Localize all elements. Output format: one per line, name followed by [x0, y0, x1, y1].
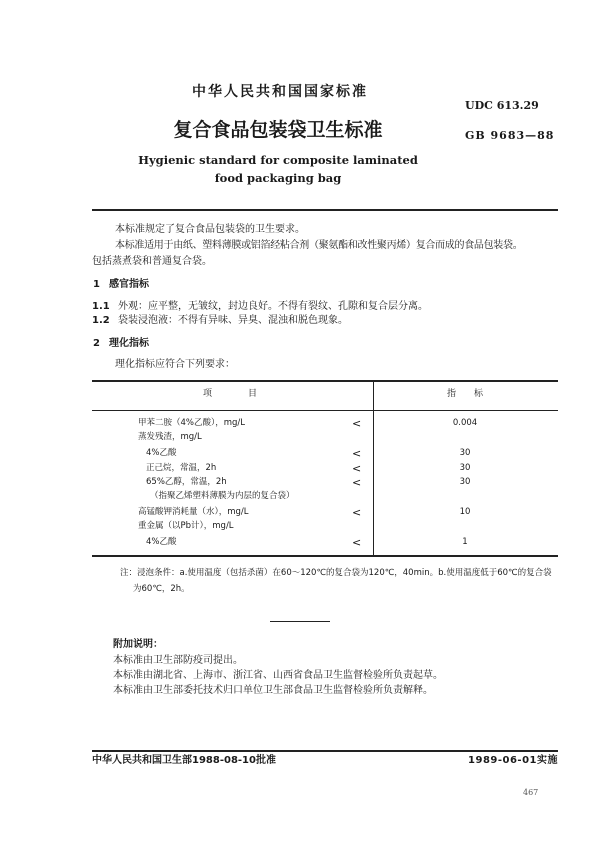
udc-number: UDC 613.29: [465, 99, 539, 112]
table-column-divider: [373, 380, 374, 556]
header-divider: [92, 209, 558, 211]
table-row-value: 30: [459, 477, 471, 487]
intro-paragraph-1: 本标准规定了复合食品包装袋的卫生要求。: [115, 224, 305, 235]
gb-number: GB 9683—88: [465, 129, 555, 142]
table-row-operator: <: [352, 462, 362, 475]
table-row-value: 10: [459, 507, 471, 517]
document-title: 复合食品包装袋卫生标准: [173, 119, 383, 141]
page-number: 467: [523, 788, 539, 797]
table-note-line2: 为60℃，2h。: [133, 584, 190, 594]
table-row-operator: <: [352, 417, 362, 430]
appendix-heading: 附加说明：: [113, 639, 163, 650]
table-row-item: 4%乙酸: [146, 537, 177, 547]
table-row-value: 30: [459, 463, 471, 473]
section1-heading: 感官指标: [109, 279, 149, 290]
table-top-rule: [92, 380, 558, 382]
table-row-item: 甲苯二胺（4%乙酸），mg/L: [138, 418, 246, 428]
effective-date: 1989-06-01实施: [468, 755, 558, 766]
item-1-2-text: 袋装浸泡液：不得有异味、异臭、混浊和脱色现象。: [118, 315, 348, 326]
english-title-line2: food packaging bag: [214, 171, 342, 185]
table-note-line1: 注：浸泡条件：a.使用温度（包括杀菌）在60～120℃的复合袋为120℃，40min。b.使用温度低于60℃的复合袋: [120, 568, 552, 578]
table-row-item: （指聚乙烯塑料薄膜为内层的复合袋）: [150, 491, 295, 501]
table-row-value: 0.004: [452, 418, 478, 428]
table-header-rule: [92, 410, 558, 411]
table-row-item: 高锰酸钾消耗量（水），mg/L: [138, 507, 249, 517]
item-1-1-text: 外观：应平整，无皱纹，封边良好。不得有裂纹、孔隙和复合层分离。: [118, 301, 428, 312]
table-row-operator: <: [352, 506, 362, 519]
section1-number: 1: [93, 279, 100, 290]
item-1-2-number: 1.2: [92, 315, 110, 326]
table-row-value: 1: [462, 537, 468, 547]
intro-paragraph-2: 本标准适用于由纸、塑料薄膜或铝箔经粘合剂（聚氨酯和改性聚丙烯）复合而成的食品包装袋。: [115, 240, 523, 251]
appendix-line-1: 本标准由卫生部防疫司提出。: [113, 655, 243, 666]
appendix-line-3: 本标准由卫生部委托技术归口单位卫生部食品卫生监督检验所负责解释。: [113, 685, 433, 696]
table-row-operator: <: [352, 536, 362, 549]
national-standard-label: 中华人民共和国国家标准: [192, 84, 368, 100]
table-row-item: 4%乙酸: [146, 448, 177, 458]
end-rule: [270, 621, 330, 622]
section2-heading: 理化指标: [109, 338, 149, 349]
item-1-1-number: 1.1: [92, 301, 110, 312]
approval-date: 中华人民共和国卫生部1988-08-10批准: [92, 755, 276, 766]
section2-intro: 理化指标应符合下列要求：: [115, 359, 235, 370]
table-header-limit: 指 标: [446, 389, 484, 399]
table-row-operator: <: [352, 447, 362, 460]
table-bottom-rule: [92, 555, 558, 557]
appendix-line-2: 本标准由湖北省、上海市、浙江省、山西省食品卫生监督检验所负责起草。: [113, 670, 443, 681]
section2-number: 2: [93, 338, 100, 349]
intro-paragraph-2-cont: 包括蒸煮袋和普通复合袋。: [92, 256, 212, 267]
table-row-item: 正己烷，常温，2h: [146, 463, 217, 473]
table-header-item: 项 目: [202, 389, 258, 399]
table-row-item: 65%乙醇，常温，2h: [146, 477, 227, 487]
table-row-item: 蒸发残渣，mg/L: [138, 432, 202, 442]
table-row-item: 重金属（以Pb计），mg/L: [138, 521, 234, 531]
footer-divider: [92, 750, 558, 752]
english-title-line1: Hygienic standard for composite laminated: [138, 153, 418, 167]
table-row-operator: <: [352, 476, 362, 489]
table-row-value: 30: [459, 448, 471, 458]
